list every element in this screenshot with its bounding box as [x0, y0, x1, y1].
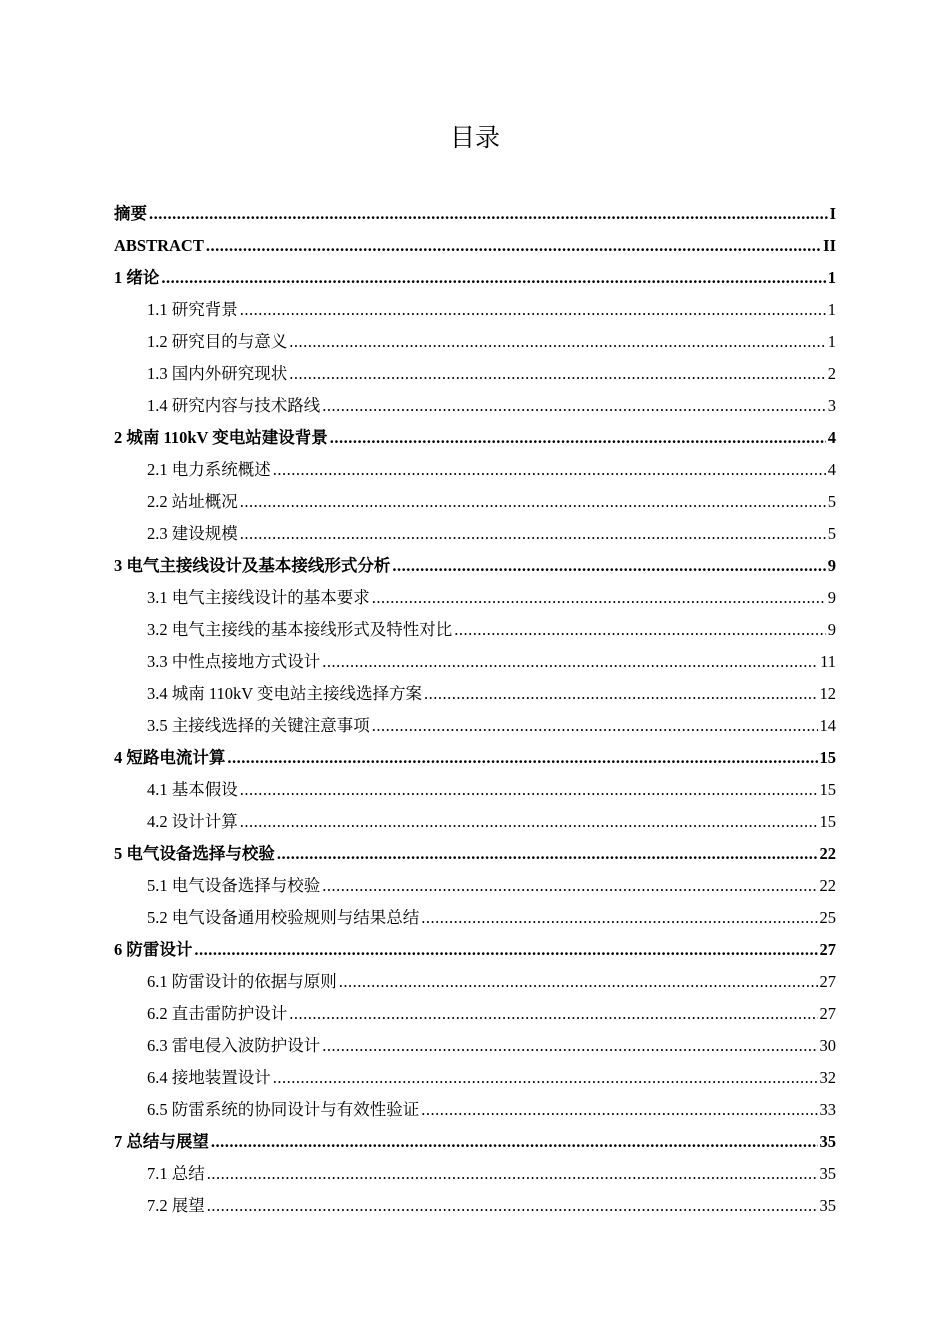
toc-entry-page-number: 11 — [820, 652, 836, 671]
dot-leader — [240, 294, 826, 326]
dot-leader — [289, 998, 817, 1030]
dot-leader — [454, 614, 826, 646]
toc-entry-label: 3 电气主接线设计及基本接线形式分析 — [114, 556, 391, 575]
dot-leader — [207, 1190, 818, 1222]
dot-leader — [240, 806, 818, 838]
toc-entry-label: 1 绪论 — [114, 268, 160, 287]
toc-entry-label: 1.2 研究目的与意义 — [147, 332, 288, 351]
toc-section-entry[interactable] — [114, 870, 836, 902]
toc-section-entry[interactable] — [114, 966, 836, 998]
toc-section-entry[interactable] — [114, 326, 836, 358]
toc-entry-label: 2 城南 110kV 变电站建设背景 — [114, 428, 328, 447]
toc-entry-label: 5.1 电气设备选择与校验 — [147, 876, 321, 895]
toc-section-entry[interactable] — [114, 454, 836, 486]
toc-chapter-entry[interactable] — [114, 838, 836, 870]
toc-section-entry[interactable] — [114, 1094, 836, 1126]
toc-entry-label: 7 总结与展望 — [114, 1132, 209, 1151]
dot-leader — [240, 774, 818, 806]
toc-entry-page-number: 1 — [827, 268, 836, 287]
toc-chapter-entry[interactable] — [114, 550, 836, 582]
toc-entry-label: 3.3 中性点接地方式设计 — [147, 652, 321, 671]
toc-section-entry[interactable] — [114, 614, 836, 646]
toc-entry-page-number: 4 — [827, 428, 836, 447]
toc-section-entry[interactable] — [114, 678, 836, 710]
dot-leader — [322, 870, 817, 902]
toc-entry-page-number: 1 — [827, 332, 836, 351]
toc-entry-page-number: II — [823, 236, 836, 255]
dot-leader — [421, 902, 817, 934]
dot-leader — [392, 550, 825, 582]
toc-entry-page-number: 30 — [819, 1036, 836, 1055]
dot-leader — [227, 742, 817, 774]
toc-entry-page-number: 15 — [819, 812, 836, 831]
dot-leader — [240, 518, 826, 550]
dot-leader — [322, 1030, 817, 1062]
toc-entry-page-number: 9 — [827, 620, 836, 639]
toc-entry-label: 6.5 防雷系统的协同设计与有效性验证 — [147, 1100, 420, 1119]
toc-entry-label: 2.3 建设规模 — [147, 524, 238, 543]
dot-leader — [372, 582, 826, 614]
dot-leader — [289, 326, 826, 358]
toc-chapter-entry[interactable] — [114, 422, 836, 454]
toc-entry-label: 6.4 接地装置设计 — [147, 1068, 271, 1087]
toc-entry-label: 5.2 电气设备通用校验规则与结果总结 — [147, 908, 420, 927]
toc-entry-label: 3.1 电气主接线设计的基本要求 — [147, 588, 370, 607]
toc-entry-label: 6.2 直击雷防护设计 — [147, 1004, 288, 1023]
toc-entry-page-number: 25 — [819, 908, 836, 927]
toc-section-entry[interactable] — [114, 774, 836, 806]
dot-leader — [322, 390, 826, 422]
toc-chapter-entry[interactable] — [114, 934, 836, 966]
toc-entry-label: ABSTRACT — [114, 236, 204, 255]
dot-leader — [277, 838, 818, 870]
toc-section-entry[interactable] — [114, 358, 836, 390]
table-of-contents — [114, 198, 836, 1222]
toc-entry-label: 1.4 研究内容与技术路线 — [147, 396, 321, 415]
toc-entry-label: 7.2 展望 — [147, 1196, 205, 1215]
toc-entry-label: 1.3 国内外研究现状 — [147, 364, 288, 383]
toc-entry-page-number: 35 — [819, 1196, 836, 1215]
dot-leader — [372, 710, 818, 742]
toc-section-entry[interactable] — [114, 998, 836, 1030]
toc-chapter-entry[interactable] — [114, 230, 836, 262]
toc-entry-page-number: 9 — [827, 588, 836, 607]
toc-chapter-entry[interactable] — [114, 198, 836, 230]
toc-entry-label: 4.2 设计计算 — [147, 812, 238, 831]
toc-entry-page-number: 15 — [819, 780, 836, 799]
dot-leader — [207, 1158, 818, 1190]
dot-leader — [240, 486, 826, 518]
toc-entry-page-number: I — [829, 204, 836, 223]
toc-chapter-entry[interactable] — [114, 1126, 836, 1158]
toc-section-entry[interactable] — [114, 486, 836, 518]
toc-entry-label: 6.1 防雷设计的依据与原则 — [147, 972, 337, 991]
toc-entry-label: 5 电气设备选择与校验 — [114, 844, 275, 863]
toc-entry-label: 7.1 总结 — [147, 1164, 205, 1183]
toc-section-entry[interactable] — [114, 1190, 836, 1222]
toc-entry-page-number: 1 — [827, 300, 836, 319]
toc-entry-label: 4.1 基本假设 — [147, 780, 238, 799]
toc-entry-page-number: 35 — [819, 1164, 836, 1183]
toc-section-entry[interactable] — [114, 582, 836, 614]
toc-entry-label: 3.2 电气主接线的基本接线形式及特性对比 — [147, 620, 453, 639]
toc-section-entry[interactable] — [114, 806, 836, 838]
toc-entry-label: 6 防雷设计 — [114, 940, 193, 959]
toc-section-entry[interactable] — [114, 518, 836, 550]
toc-entry-label: 2.1 电力系统概述 — [147, 460, 271, 479]
toc-entry-page-number: 27 — [819, 1004, 836, 1023]
toc-section-entry[interactable] — [114, 294, 836, 326]
dot-leader — [339, 966, 818, 998]
dot-leader — [149, 198, 828, 230]
toc-chapter-entry[interactable] — [114, 262, 836, 294]
toc-entry-label: 6.3 雷电侵入波防护设计 — [147, 1036, 321, 1055]
toc-section-entry[interactable] — [114, 710, 836, 742]
dot-leader — [211, 1126, 818, 1158]
dot-leader — [421, 1094, 817, 1126]
toc-entry-page-number: 3 — [827, 396, 836, 415]
toc-entry-page-number: 4 — [827, 460, 836, 479]
toc-entry-page-number: 9 — [827, 556, 836, 575]
dot-leader — [289, 358, 826, 390]
toc-entry-label: 2.2 站址概况 — [147, 492, 238, 511]
toc-entry-label: 3.4 城南 110kV 变电站主接线选择方案 — [147, 684, 423, 703]
toc-entry-label: 1.1 研究背景 — [147, 300, 238, 319]
toc-entry-page-number: 5 — [827, 524, 836, 543]
toc-entry-page-number: 27 — [819, 940, 836, 959]
toc-entry-page-number: 22 — [819, 876, 836, 895]
toc-entry-page-number: 32 — [819, 1068, 836, 1087]
toc-entry-label: 摘要 — [114, 204, 147, 223]
toc-entry-page-number: 14 — [819, 716, 836, 735]
toc-entry-page-number: 12 — [819, 684, 836, 703]
toc-entry-page-number: 2 — [827, 364, 836, 383]
toc-entry-page-number: 22 — [819, 844, 836, 863]
dot-leader — [273, 1062, 818, 1094]
toc-entry-page-number: 5 — [827, 492, 836, 511]
toc-entry-page-number: 33 — [819, 1100, 836, 1119]
page-title: 目录 — [449, 123, 500, 152]
toc-entry-page-number: 27 — [819, 972, 836, 991]
dot-leader — [206, 230, 821, 262]
toc-entry-page-number: 15 — [819, 748, 836, 767]
toc-entry-label: 3.5 主接线选择的关键注意事项 — [147, 716, 370, 735]
toc-section-entry[interactable] — [114, 1158, 836, 1190]
toc-section-entry[interactable] — [114, 390, 836, 422]
toc-section-entry[interactable] — [114, 646, 836, 678]
toc-section-entry[interactable] — [114, 902, 836, 934]
dot-leader — [322, 646, 818, 678]
dot-leader — [161, 262, 825, 294]
toc-entry-label: 4 短路电流计算 — [114, 748, 226, 767]
toc-section-entry[interactable] — [114, 1062, 836, 1094]
dot-leader — [273, 454, 826, 486]
toc-entry-page-number: 35 — [819, 1132, 836, 1151]
dot-leader — [330, 422, 826, 454]
toc-section-entry[interactable] — [114, 1030, 836, 1062]
toc-chapter-entry[interactable] — [114, 742, 836, 774]
dot-leader — [194, 934, 817, 966]
dot-leader — [424, 678, 817, 710]
